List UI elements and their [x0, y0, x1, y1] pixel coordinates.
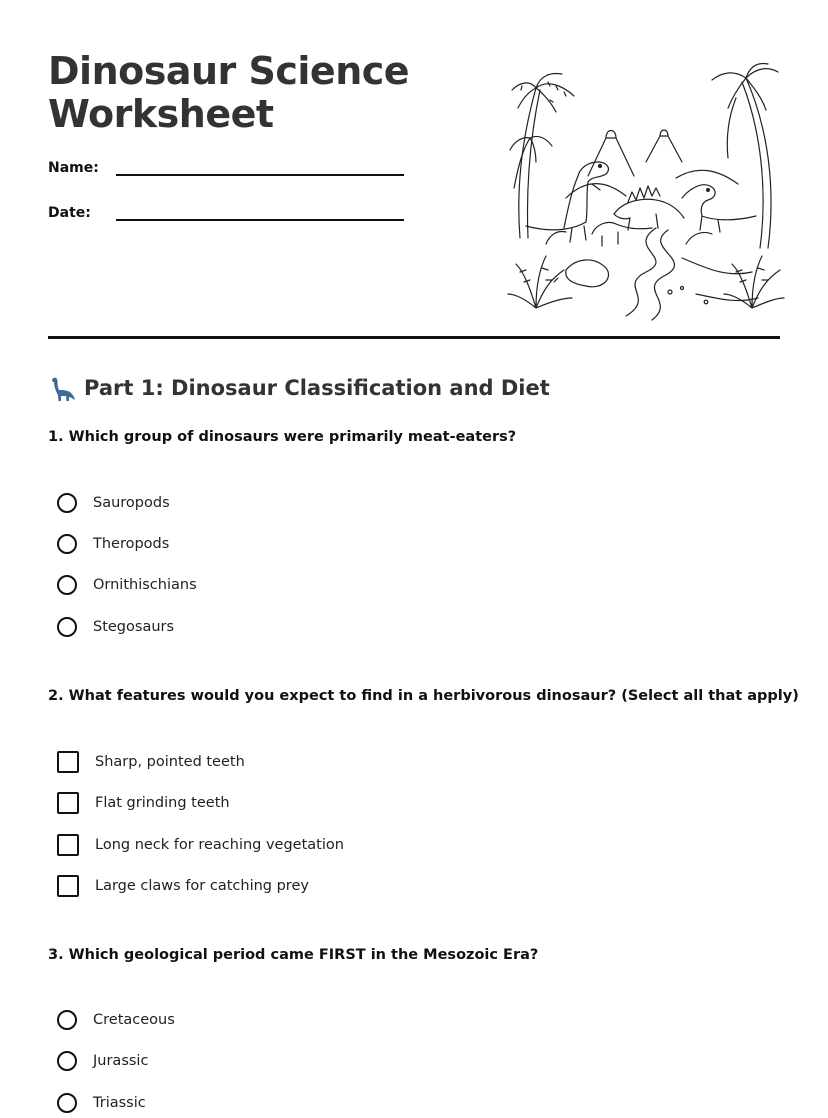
checkbox[interactable]: [57, 875, 79, 897]
part1-heading: [48, 374, 550, 402]
q3-option-cretaceous[interactable]: [57, 1008, 175, 1032]
option-label: Large claws for catching prey: [95, 878, 309, 894]
radio-button[interactable]: [57, 1093, 77, 1113]
radio-button[interactable]: [57, 1051, 77, 1071]
name-label: Name:: [48, 160, 99, 176]
q3-option-jurassic[interactable]: [57, 1049, 148, 1073]
page-title-line1: Dinosaur Science: [48, 49, 410, 93]
option-label: Sharp, pointed teeth: [95, 754, 245, 770]
checkbox[interactable]: [57, 792, 79, 814]
option-label: Theropods: [93, 536, 170, 552]
radio-button[interactable]: [57, 493, 77, 513]
header-divider: [48, 336, 780, 339]
question-2: 2. What features would you expect to find in a herbivorous dinosaur? (Select all that apply): [48, 688, 799, 704]
q1-option-ornithischians[interactable]: [57, 573, 197, 597]
radio-button[interactable]: [57, 617, 77, 637]
date-label: Date:: [48, 205, 91, 221]
q1-option-theropods[interactable]: [57, 532, 169, 556]
option-label: Jurassic: [93, 1053, 149, 1069]
checkbox[interactable]: [57, 834, 79, 856]
sauropod-icon: [48, 374, 76, 402]
name-field[interactable]: [48, 160, 99, 176]
q2-option-flat-teeth[interactable]: [57, 791, 230, 815]
prehistoric-landscape-illustration: [506, 58, 786, 324]
page-title-line2: Worksheet: [48, 92, 274, 136]
name-line[interactable]: [116, 174, 404, 176]
option-label: Cretaceous: [93, 1012, 175, 1028]
option-label: Long neck for reaching vegetation: [95, 837, 344, 853]
option-label: Triassic: [93, 1095, 146, 1111]
option-label: Stegosaurs: [93, 619, 175, 635]
radio-button[interactable]: [57, 1010, 77, 1030]
question-3: 3. Which geological period came FIRST in the Mesozoic Era?: [48, 947, 539, 963]
option-label: Flat grinding teeth: [95, 795, 230, 811]
option-label: Ornithischians: [93, 577, 197, 593]
radio-button[interactable]: [57, 575, 77, 595]
q2-option-sharp-teeth[interactable]: [57, 750, 245, 774]
option-label: Sauropods: [93, 495, 170, 511]
q3-option-triassic[interactable]: [57, 1091, 146, 1115]
date-field[interactable]: [48, 205, 91, 221]
page-title: [48, 50, 409, 136]
q1-option-sauropods[interactable]: [57, 491, 170, 515]
part1-title: Part 1: Dinosaur Classification and Diet: [84, 376, 550, 400]
q2-option-long-neck[interactable]: [57, 833, 344, 857]
q1-option-stegosaurs[interactable]: [57, 615, 174, 639]
radio-button[interactable]: [57, 534, 77, 554]
q2-option-large-claws[interactable]: [57, 874, 309, 898]
question-1: 1. Which group of dinosaurs were primarily meat-eaters?: [48, 429, 517, 445]
date-line[interactable]: [116, 219, 404, 221]
checkbox[interactable]: [57, 751, 79, 773]
